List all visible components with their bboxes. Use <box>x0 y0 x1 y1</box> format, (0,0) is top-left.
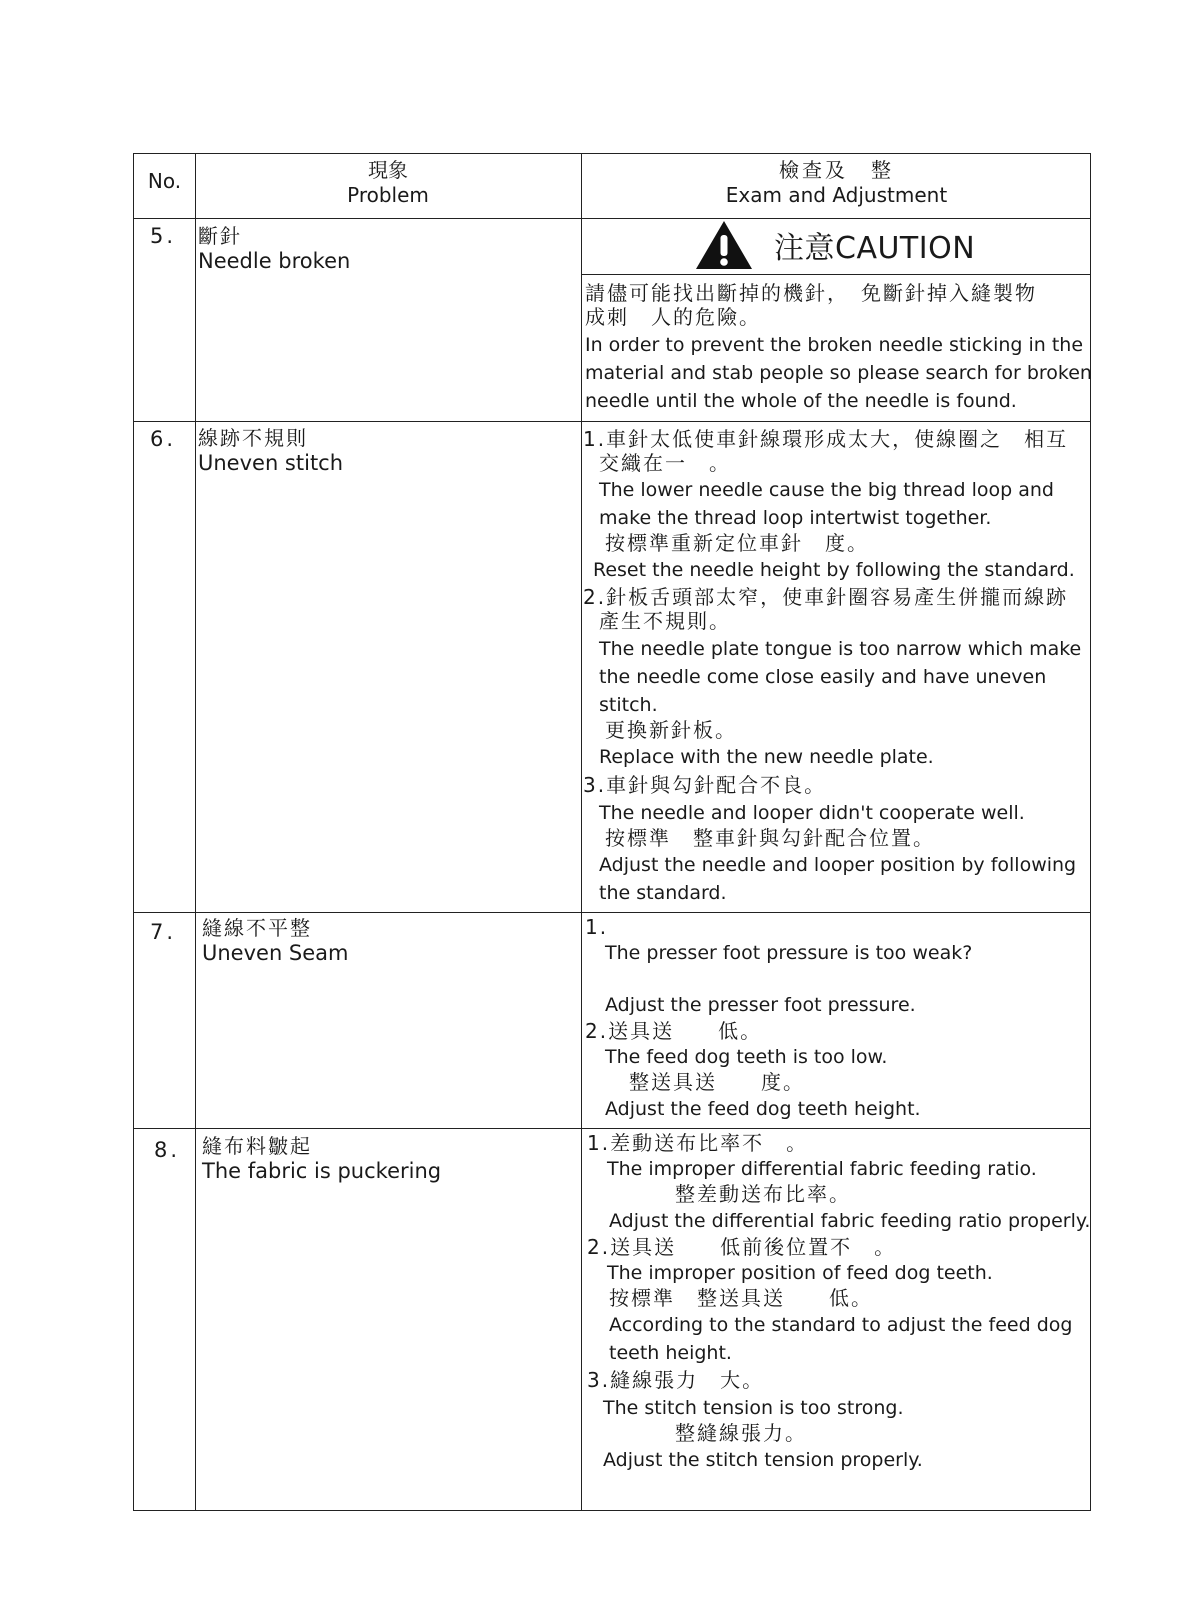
problem-zh: 縫布料皺起 <box>202 1134 312 1158</box>
exam-line: 產生不規則。 <box>599 609 731 633</box>
exam-line: The stitch tension is too strong. <box>603 1397 904 1419</box>
problem-cell <box>202 916 349 966</box>
header-exam-en: Exam and Adjustment <box>725 183 948 207</box>
exam-cell <box>585 913 1092 1128</box>
problem-zh: 斷針 <box>198 224 242 248</box>
header-problem-zh: 現象 <box>368 158 408 182</box>
header-no: No. <box>147 169 182 193</box>
column-divider <box>581 154 582 1510</box>
exam-line: 整送具送 度。 <box>629 1070 805 1094</box>
exam-line: material and stab people so please search for broken <box>585 362 1092 384</box>
row-number: 6. <box>150 427 177 451</box>
problem-en: The fabric is puckering <box>202 1159 442 1183</box>
exam-line: 1.車針太低使車針線環形成太大，使線圈之 相互 <box>583 427 1069 451</box>
exam-line: 1.差動送布比率不 。 <box>587 1131 809 1155</box>
header-problem <box>195 158 581 208</box>
problem-cell <box>202 1134 441 1184</box>
exam-line: 更換新針板。 <box>605 718 737 742</box>
exam-line: 3.車針與勾針配合不良。 <box>583 773 827 797</box>
exam-line: Replace with the new needle plate. <box>599 746 934 768</box>
problem-cell <box>198 426 343 476</box>
troubleshooting-table <box>133 153 1091 1511</box>
exam-cell <box>585 1129 1092 1512</box>
exam-line: Adjust the needle and looper position by following <box>599 854 1077 876</box>
exam-line: teeth height. <box>609 1342 732 1364</box>
exam-line: the standard. <box>599 882 727 904</box>
exam-line: Adjust the feed dog teeth height. <box>605 1098 921 1120</box>
exam-line: 2.送具送 低。 <box>585 1019 763 1043</box>
problem-zh: 縫線不平整 <box>202 916 312 940</box>
exam-line: The feed dog teeth is too low. <box>605 1046 888 1068</box>
exam-line: The presser foot pressure is too weak? <box>605 942 973 964</box>
exam-line: The needle and looper didn't cooperate well. <box>599 802 1025 824</box>
problem-en: Uneven Seam <box>202 941 349 965</box>
warning-icon <box>694 219 754 271</box>
exam-line: needle until the whole of the needle is found. <box>585 390 1017 412</box>
exam-line: 成刺 人的危險。 <box>585 305 761 329</box>
exam-line: 按標準 整送具送 低。 <box>609 1286 873 1310</box>
exam-line: The needle plate tongue is too narrow which make <box>599 638 1082 660</box>
exam-line: In order to prevent the broken needle sticking in the <box>585 334 1084 356</box>
exam-cell <box>585 275 1092 421</box>
exam-line: The improper differential fabric feeding ratio. <box>607 1158 1037 1180</box>
exam-line: make the thread loop intertwist together. <box>599 507 992 529</box>
exam-line: Adjust the stitch tension properly. <box>603 1449 923 1471</box>
exam-cell <box>583 422 1092 912</box>
problem-en: Needle broken <box>198 249 351 273</box>
exam-line: The lower needle cause the big thread loop and <box>599 479 1054 501</box>
exam-line: 按標準重新定位車針 度。 <box>605 531 869 555</box>
exam-line: 3.縫線張力 大。 <box>587 1368 765 1392</box>
caution-banner <box>581 218 1092 274</box>
exam-line: 按標準 整車針與勾針配合位置。 <box>605 826 935 850</box>
exam-line: The improper position of feed dog teeth. <box>607 1262 993 1284</box>
problem-cell <box>198 224 350 274</box>
problem-zh: 線跡不規則 <box>198 426 308 450</box>
exam-line: 2.針板舌頭部太窄，使車針圈容易產生併攏而線跡 <box>583 585 1069 609</box>
exam-line: 1. <box>585 915 609 939</box>
exam-line: Adjust the presser foot pressure. <box>605 994 916 1016</box>
header-problem-en: Problem <box>347 183 429 207</box>
row-number: 7. <box>150 920 177 944</box>
header-exam <box>581 158 1092 208</box>
exam-line: According to the standard to adjust the feed dog <box>609 1314 1073 1336</box>
row-number: 5. <box>150 224 177 248</box>
problem-en: Uneven stitch <box>198 451 344 475</box>
column-divider <box>195 154 196 1510</box>
exam-line: 請儘可能找出斷掉的機針， 免斷針掉入縫製物 <box>585 281 1037 305</box>
exam-line: Reset the needle height by following the standard. <box>593 559 1075 581</box>
exam-line: stitch. <box>599 694 658 716</box>
exam-line: 整縫線張力。 <box>675 1421 807 1445</box>
exam-line: 交織在一 。 <box>599 451 731 475</box>
exam-line: Adjust the differential fabric feeding ratio properly. <box>609 1210 1091 1232</box>
exam-line: the needle come close easily and have uneven <box>599 666 1047 688</box>
caution-label: 注意CAUTION <box>774 231 976 266</box>
exam-line: 整差動送布比率。 <box>675 1182 851 1206</box>
exam-line: 2.送具送 低前後位置不 。 <box>587 1235 897 1259</box>
header-exam-zh: 檢查及 整 <box>779 158 894 182</box>
row-number: 8. <box>154 1138 181 1162</box>
